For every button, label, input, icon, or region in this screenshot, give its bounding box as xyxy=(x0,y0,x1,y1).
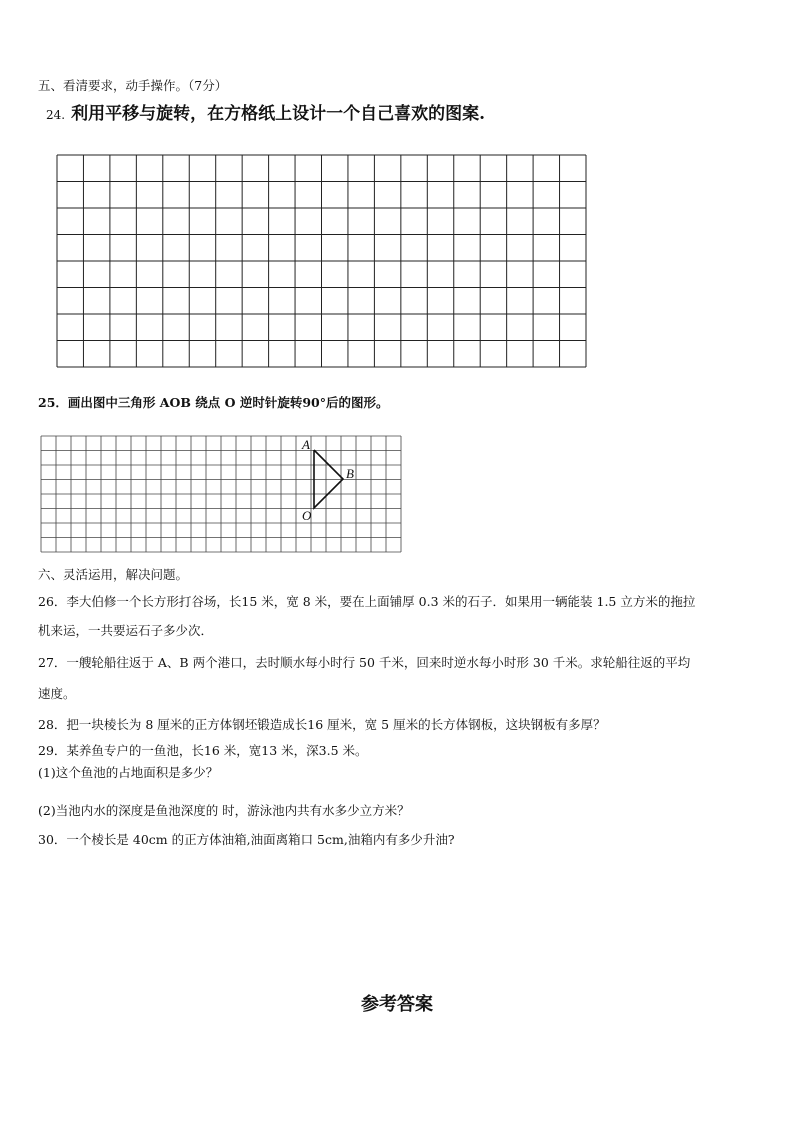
question-24 xyxy=(46,106,485,123)
grid-paper-24 xyxy=(56,154,588,369)
question-25: 25．画出图中三角形 AOB 绕点 O 逆时针旋转90°后的图形。 xyxy=(38,395,389,410)
question-24-number: 24. xyxy=(46,108,66,122)
question-27-line-2: 速度。 xyxy=(38,686,76,701)
question-29: 29．某养鱼专户的一鱼池，长16 米，宽13 米，深3.5 米。 xyxy=(38,743,368,758)
label-o: O xyxy=(302,508,312,523)
question-28: 28．把一块棱长为 8 厘米的正方体钢坯锻造成长16 厘米，宽 5 厘米的长方体钢板，这块钢板有多厚？ xyxy=(38,717,606,732)
question-29-part-1: (1)这个鱼池的占地面积是多少？ xyxy=(38,765,219,780)
question-30: 30．一个棱长是 40cm 的正方体油箱,油面离箱口 5cm,油箱内有多少升油? xyxy=(38,832,455,847)
grid-paper-25 xyxy=(40,434,404,554)
label-a: A xyxy=(302,437,310,452)
question-24-text: 利用平移与旋转，在方格纸上设计一个自己喜欢的图案. xyxy=(71,104,486,124)
triangle-aob xyxy=(314,450,343,508)
question-26-line-2: 机来运，一共要运石子多少次． xyxy=(38,623,214,638)
section-6-heading: 六、灵活运用，解决问题。 xyxy=(38,567,189,582)
question-29-part-2: (2)当池内水的深度是鱼池深度的 时，游泳池内共有水多少立方米？ xyxy=(38,803,410,818)
question-26-line-1: 26．李大伯修一个长方形打谷场，长15 米，宽 8 米，要在上面铺厚 0.3 米的石子．如果用一辆能装 1.5 立方米的拖拉 xyxy=(38,594,696,609)
section-5-heading: 五、看清要求，动手操作。（7分） xyxy=(38,78,228,93)
answer-section-title: 参考答案 xyxy=(361,994,433,1015)
label-b: B xyxy=(346,466,354,481)
question-27-line-1: 27．一艘轮船往返于 A、B 两个港口，去时顺水每小时行 50 千米，回来时逆水每小时形 30 千米。求轮船往返的平均 xyxy=(38,655,691,670)
